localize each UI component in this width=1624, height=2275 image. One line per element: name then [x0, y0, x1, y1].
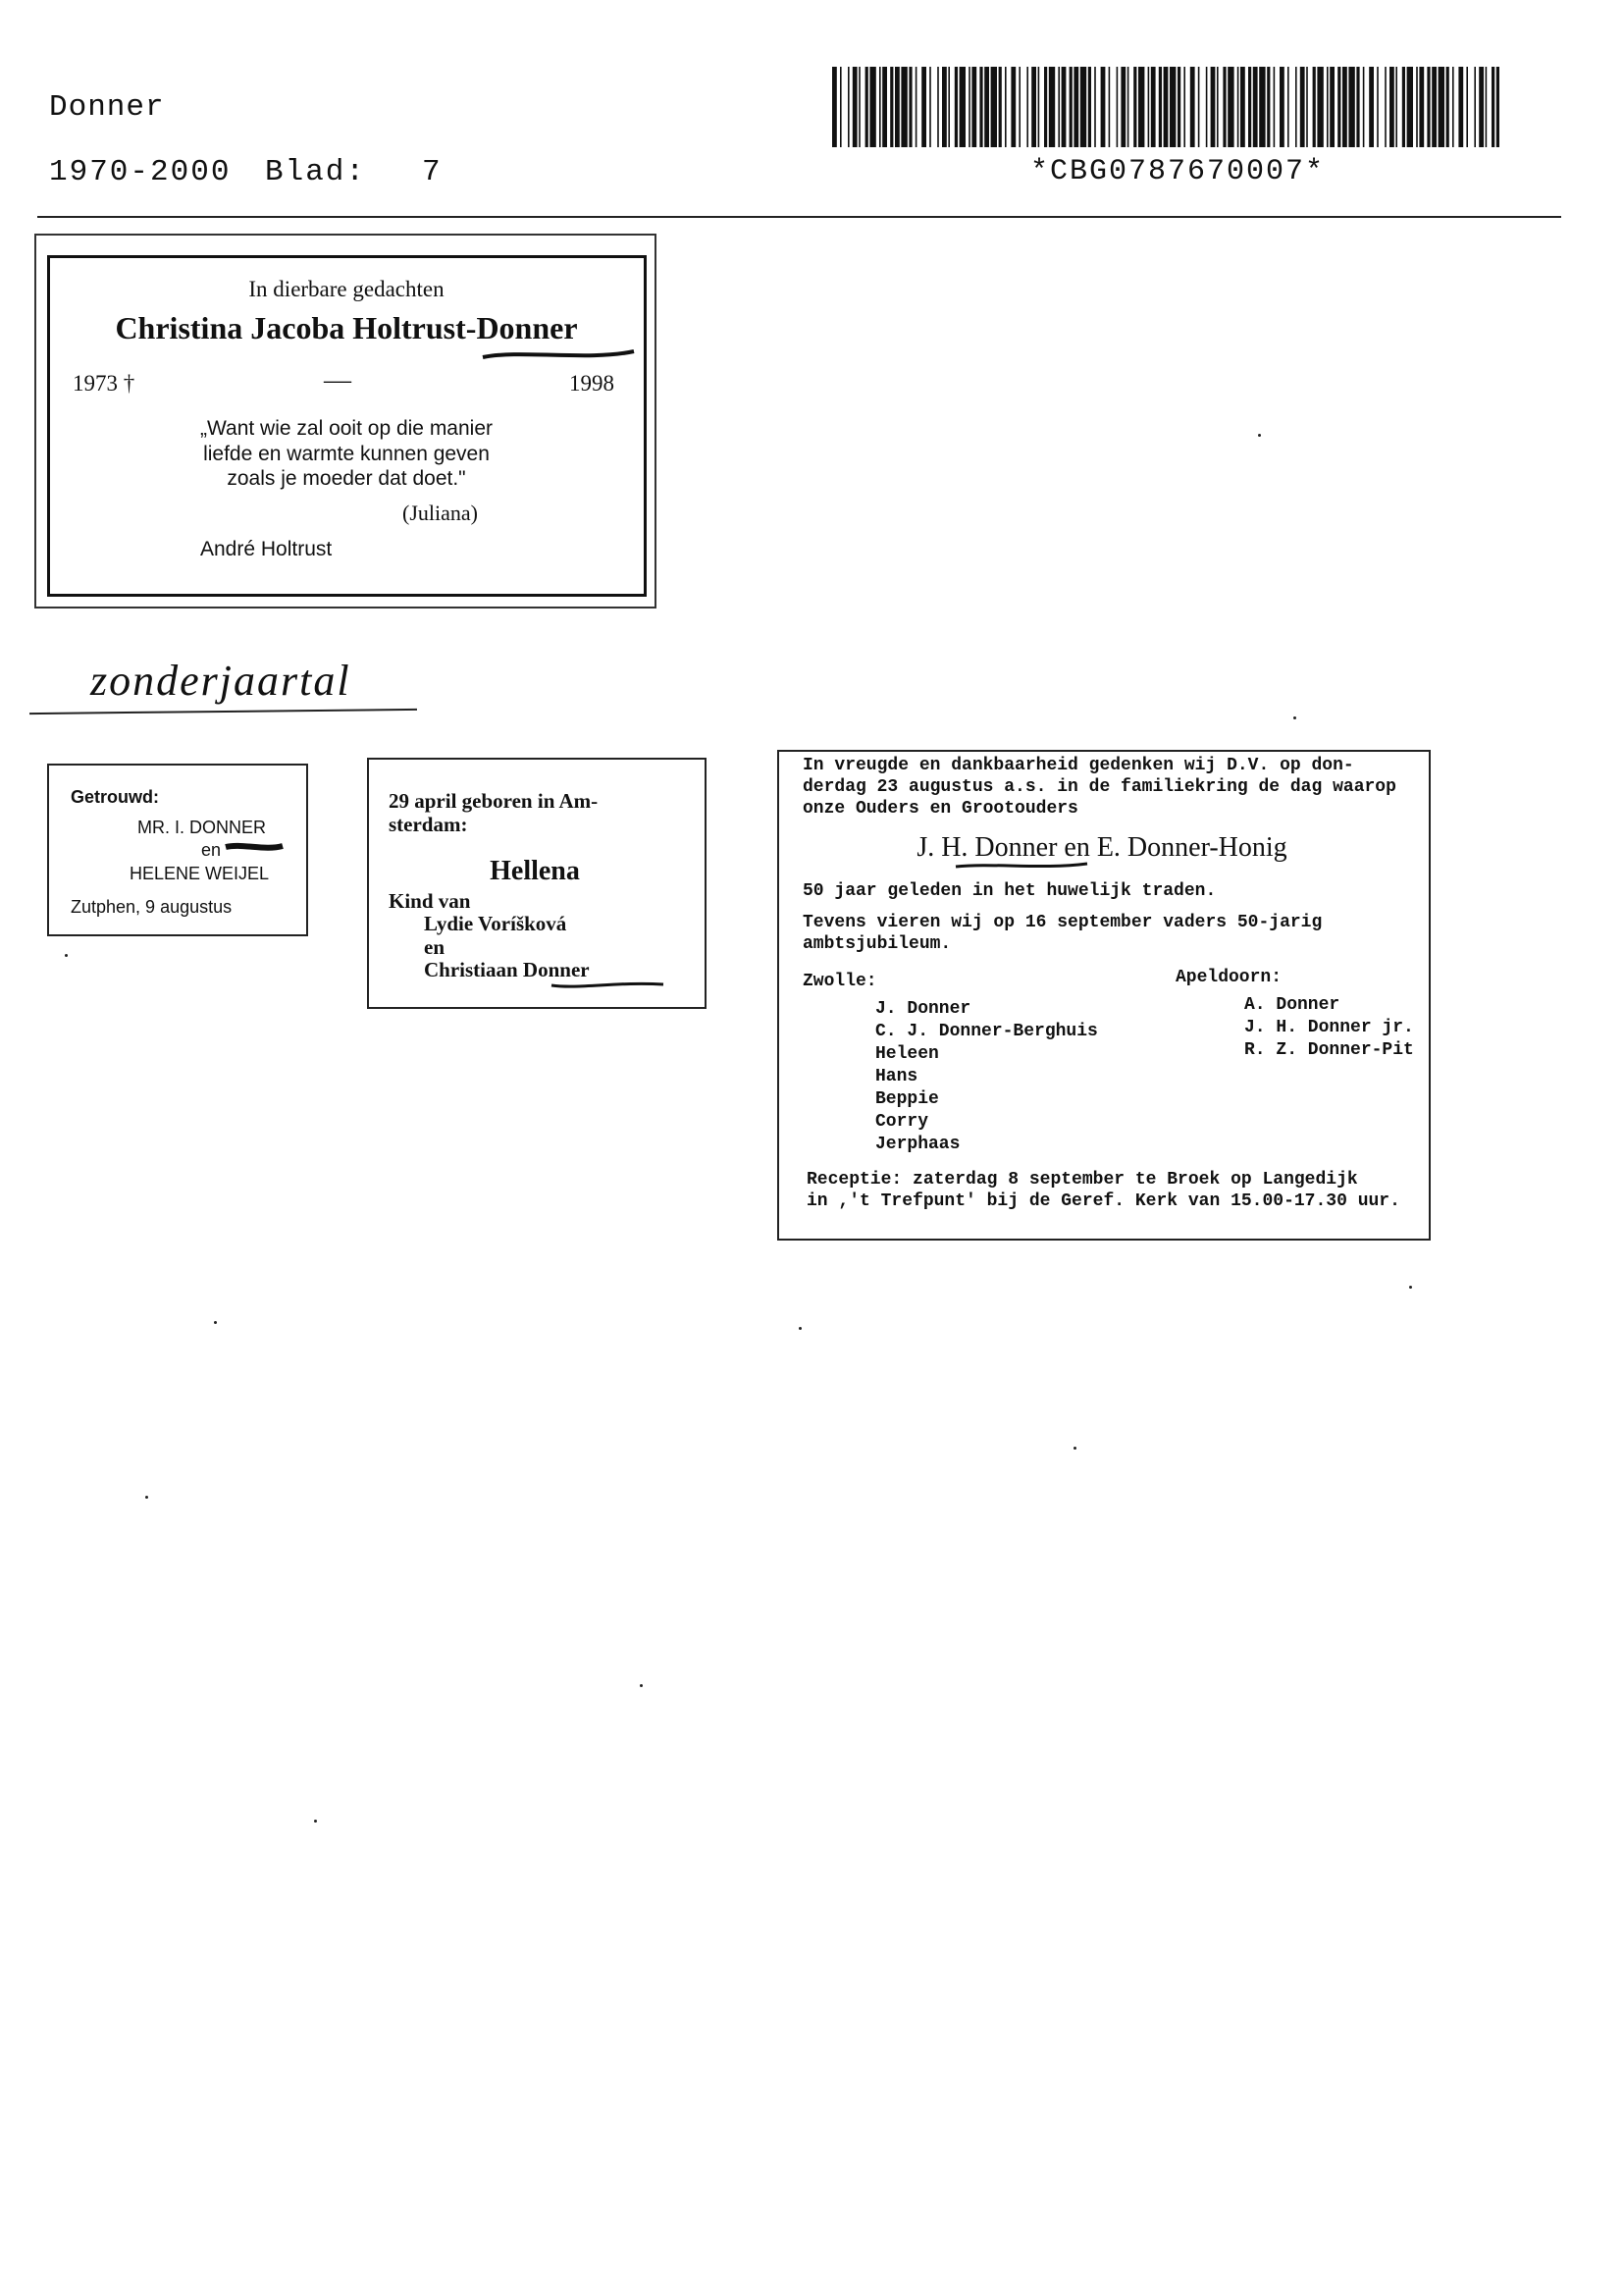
handwritten-underline [550, 978, 667, 991]
zwolle-name: Jerphaas [875, 1135, 961, 1154]
page-surname: Donner [49, 90, 165, 125]
zwolle-name: C. J. Donner-Berghuis [875, 1022, 1098, 1041]
memorial-quote-source: (Juliana) [402, 501, 478, 525]
memorial-name: Christina Jacoba Holtrust-Donner [115, 310, 578, 345]
zwolle-name: J. Donner [875, 999, 971, 1019]
scan-speck [1258, 434, 1261, 437]
sheet-number: 7 [422, 155, 441, 189]
birth-child-name: Hellena [490, 856, 580, 886]
zwolle-name: Hans [875, 1067, 918, 1086]
memorial-signature: André Holtrust [200, 538, 333, 560]
memorial-dash: — [324, 365, 351, 396]
scan-speck [799, 1327, 802, 1330]
marriage-groom: MR. I. DONNER [137, 818, 267, 837]
section-label: zonderjaartal [90, 657, 351, 705]
marriage-title: Getrouwd: [71, 787, 159, 807]
memorial-quote-line: liefde en warmte kunnen geven [203, 443, 490, 465]
birth-announcement-line: 29 april geboren in Am- [389, 789, 599, 813]
scan-speck [145, 1496, 148, 1499]
anniversary-reception: Receptie: zaterdag 8 september te Broek op Langedijk [807, 1170, 1358, 1190]
anniversary-line: Tevens vieren wij op 16 september vaders 50-jarig [803, 913, 1323, 932]
handwritten-underline [481, 345, 638, 363]
scan-speck [314, 1820, 317, 1823]
anniversary-line: derdag 23 augustus a.s. in de familiekring de dag waarop [803, 777, 1396, 797]
header-divider [37, 216, 1561, 218]
memorial-quote-line: „Want wie zal ooit op die manier [199, 417, 494, 440]
memorial-quote-line: zoals je moeder dat doet." [227, 467, 466, 490]
marriage-place-date: Zutphen, 9 augustus [71, 897, 233, 917]
zwolle-name: Beppie [875, 1089, 939, 1109]
section-underline [29, 709, 417, 714]
memorial-intro: In dierbare gedachten [248, 277, 445, 301]
birth-kind-van: Kind van [389, 889, 471, 913]
apeldoorn-header: Apeldoorn: [1176, 968, 1283, 987]
sheet-label: Blad: [265, 155, 367, 189]
apeldoorn-name: R. Z. Donner-Pit [1244, 1040, 1414, 1060]
scan-speck [1409, 1286, 1412, 1289]
memorial-year-died: 1998 [569, 371, 614, 396]
anniversary-line: ambtsjubileum. [803, 934, 952, 954]
anniversary-line: onze Ouders en Grootouders [803, 799, 1078, 819]
memorial-year-born: 1973 † [73, 371, 135, 396]
zwolle-name: Corry [875, 1112, 929, 1132]
scan-speck [214, 1321, 217, 1324]
anniversary-line: 50 jaar geleden in het huwelijk traden. [803, 881, 1217, 901]
anniversary-line: In vreugde en dankbaarheid gedenken wij D.V. op don- [803, 756, 1354, 775]
birth-announcement-line: sterdam: [389, 813, 468, 836]
birth-father: Christiaan Donner [424, 958, 590, 981]
birth-mother: Lydie Voríšková [424, 912, 567, 935]
zwolle-header: Zwolle: [803, 972, 877, 991]
anniversary-couple: J. H. Donner en E. Donner-Honig [917, 832, 1287, 863]
anniversary-reception: in ,'t Trefpunt' bij de Geref. Kerk van 15.00-17.30 uur. [807, 1191, 1400, 1211]
birth-conjunction: en [424, 935, 445, 959]
marriage-conjunction: en [201, 840, 222, 860]
scan-speck [640, 1684, 643, 1687]
barcode [832, 67, 1499, 147]
handwritten-underline [954, 860, 1091, 872]
marriage-bride: HELENE WEIJEL [130, 864, 270, 883]
page-year-range: 1970-2000 [49, 155, 232, 189]
scan-speck [65, 954, 68, 957]
scan-speck [1074, 1447, 1076, 1450]
scan-speck [1293, 716, 1296, 719]
apeldoorn-name: J. H. Donner jr. [1244, 1018, 1414, 1037]
zwolle-name: Heleen [875, 1044, 939, 1064]
apeldoorn-name: A. Donner [1244, 995, 1340, 1015]
ink-scribble [222, 840, 287, 854]
barcode-text: *CBG0787670007* [1030, 155, 1326, 188]
